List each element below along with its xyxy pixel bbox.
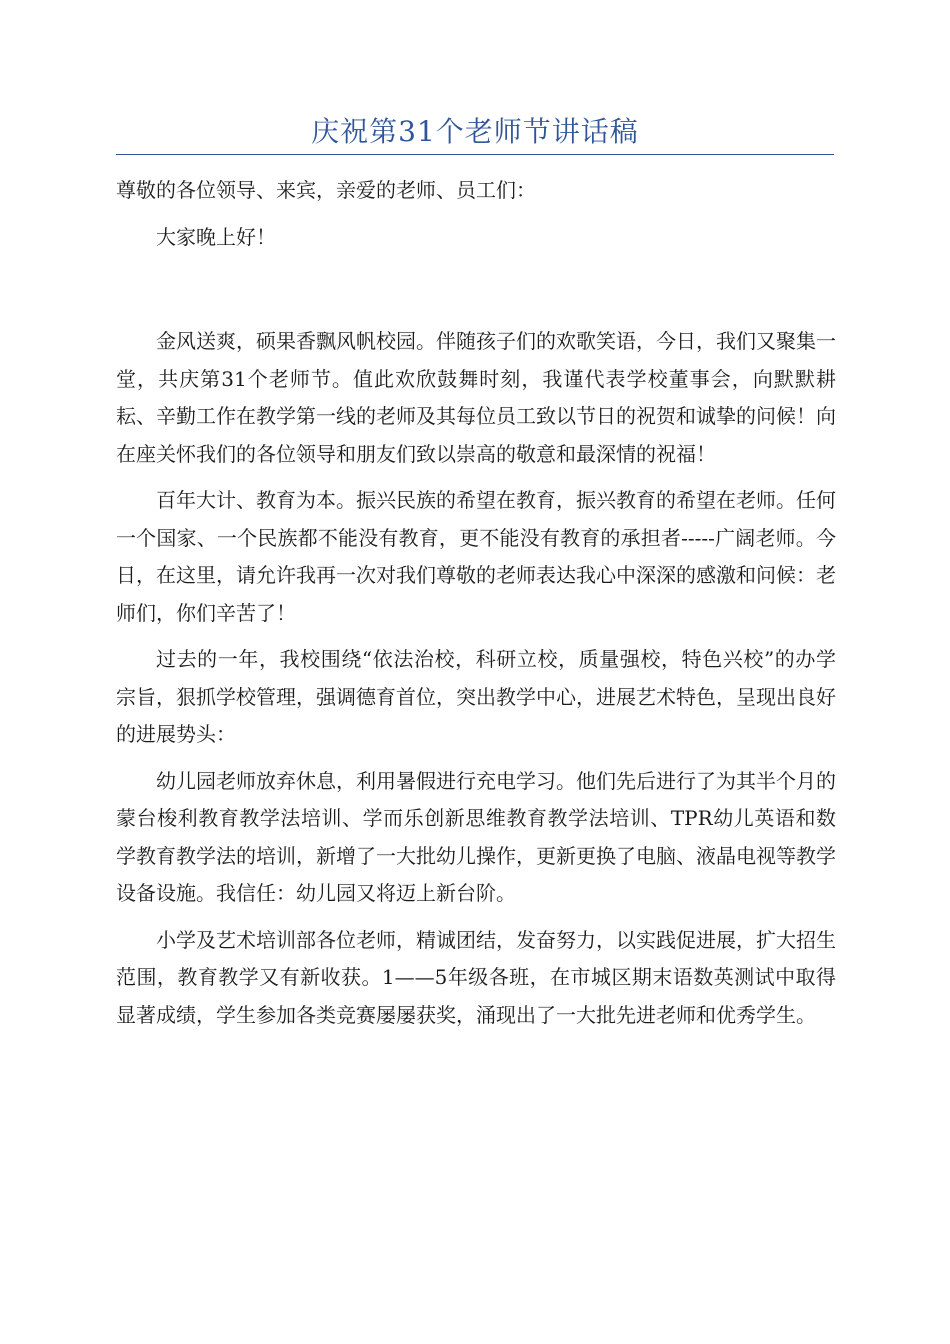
greeting: 大家晚上好！ bbox=[156, 224, 276, 249]
paragraph: 小学及艺术培训部各位老师，精诚团结，发奋努力，以实践促进展，扩大招生范围，教育教学又有新收获。1——5年级各班，在市城区期末语数英测试中取得显著成绩，学生参加各类竞赛屡屡获奖，涌现出了一大批先进老师和优秀学生。 bbox=[116, 927, 836, 1027]
blank-line bbox=[116, 265, 836, 323]
paragraph: 幼儿园老师放弃休息，利用暑假进行充电学习。他们先后进行了为其半个月的蒙台梭利教育教学法培训、学而乐创新思维教育教学法培训、TPR幼儿英语和数学教育教学法的培训，新增了一大批幼儿操作，更新更换了电脑、液晶电视等教学设备设施。我信任：幼儿园又将迈上新台阶。 bbox=[116, 768, 836, 905]
salutation: 尊敬的各位领导、来宾，亲爱的老师、员工们： bbox=[116, 178, 536, 202]
document-body bbox=[116, 172, 836, 1043]
document-title: 庆祝第31个老师节讲话稿 bbox=[311, 115, 639, 148]
paragraph: 百年大计、教育为本。振兴民族的希望在教育，振兴教育的希望在老师。任何一个国家、一个民族都不能没有教育，更不能没有教育的承担者-----广阔老师。今日，在这里，请允许我再一次对我们尊敬的老师表达我心中深深的感激和问候：老师们，你们辛苦了！ bbox=[116, 488, 836, 625]
title-underline bbox=[116, 154, 834, 155]
paragraph: 金风送爽，硕果香飘风帆校园。伴随孩子们的欢歌笑语，今日，我们又聚集一堂，共庆第31个老师节。值此欢欣鼓舞时刻，我谨代表学校董事会，向默默耕耘、辛勤工作在教学第一线的老师及其每位员工致以节日的祝贺和诚挚的问候！向在座关怀我们的各位领导和朋友们致以崇高的敬意和最深情的祝福！ bbox=[116, 329, 836, 466]
paragraph: 过去的一年，我校围绕“依法治校，科研立校，质量强校，特色兴校”的办学宗旨，狠抓学校管理，强调德育首位，突出教学中心，进展艺术特色，呈现出良好的进展势头： bbox=[116, 647, 836, 746]
